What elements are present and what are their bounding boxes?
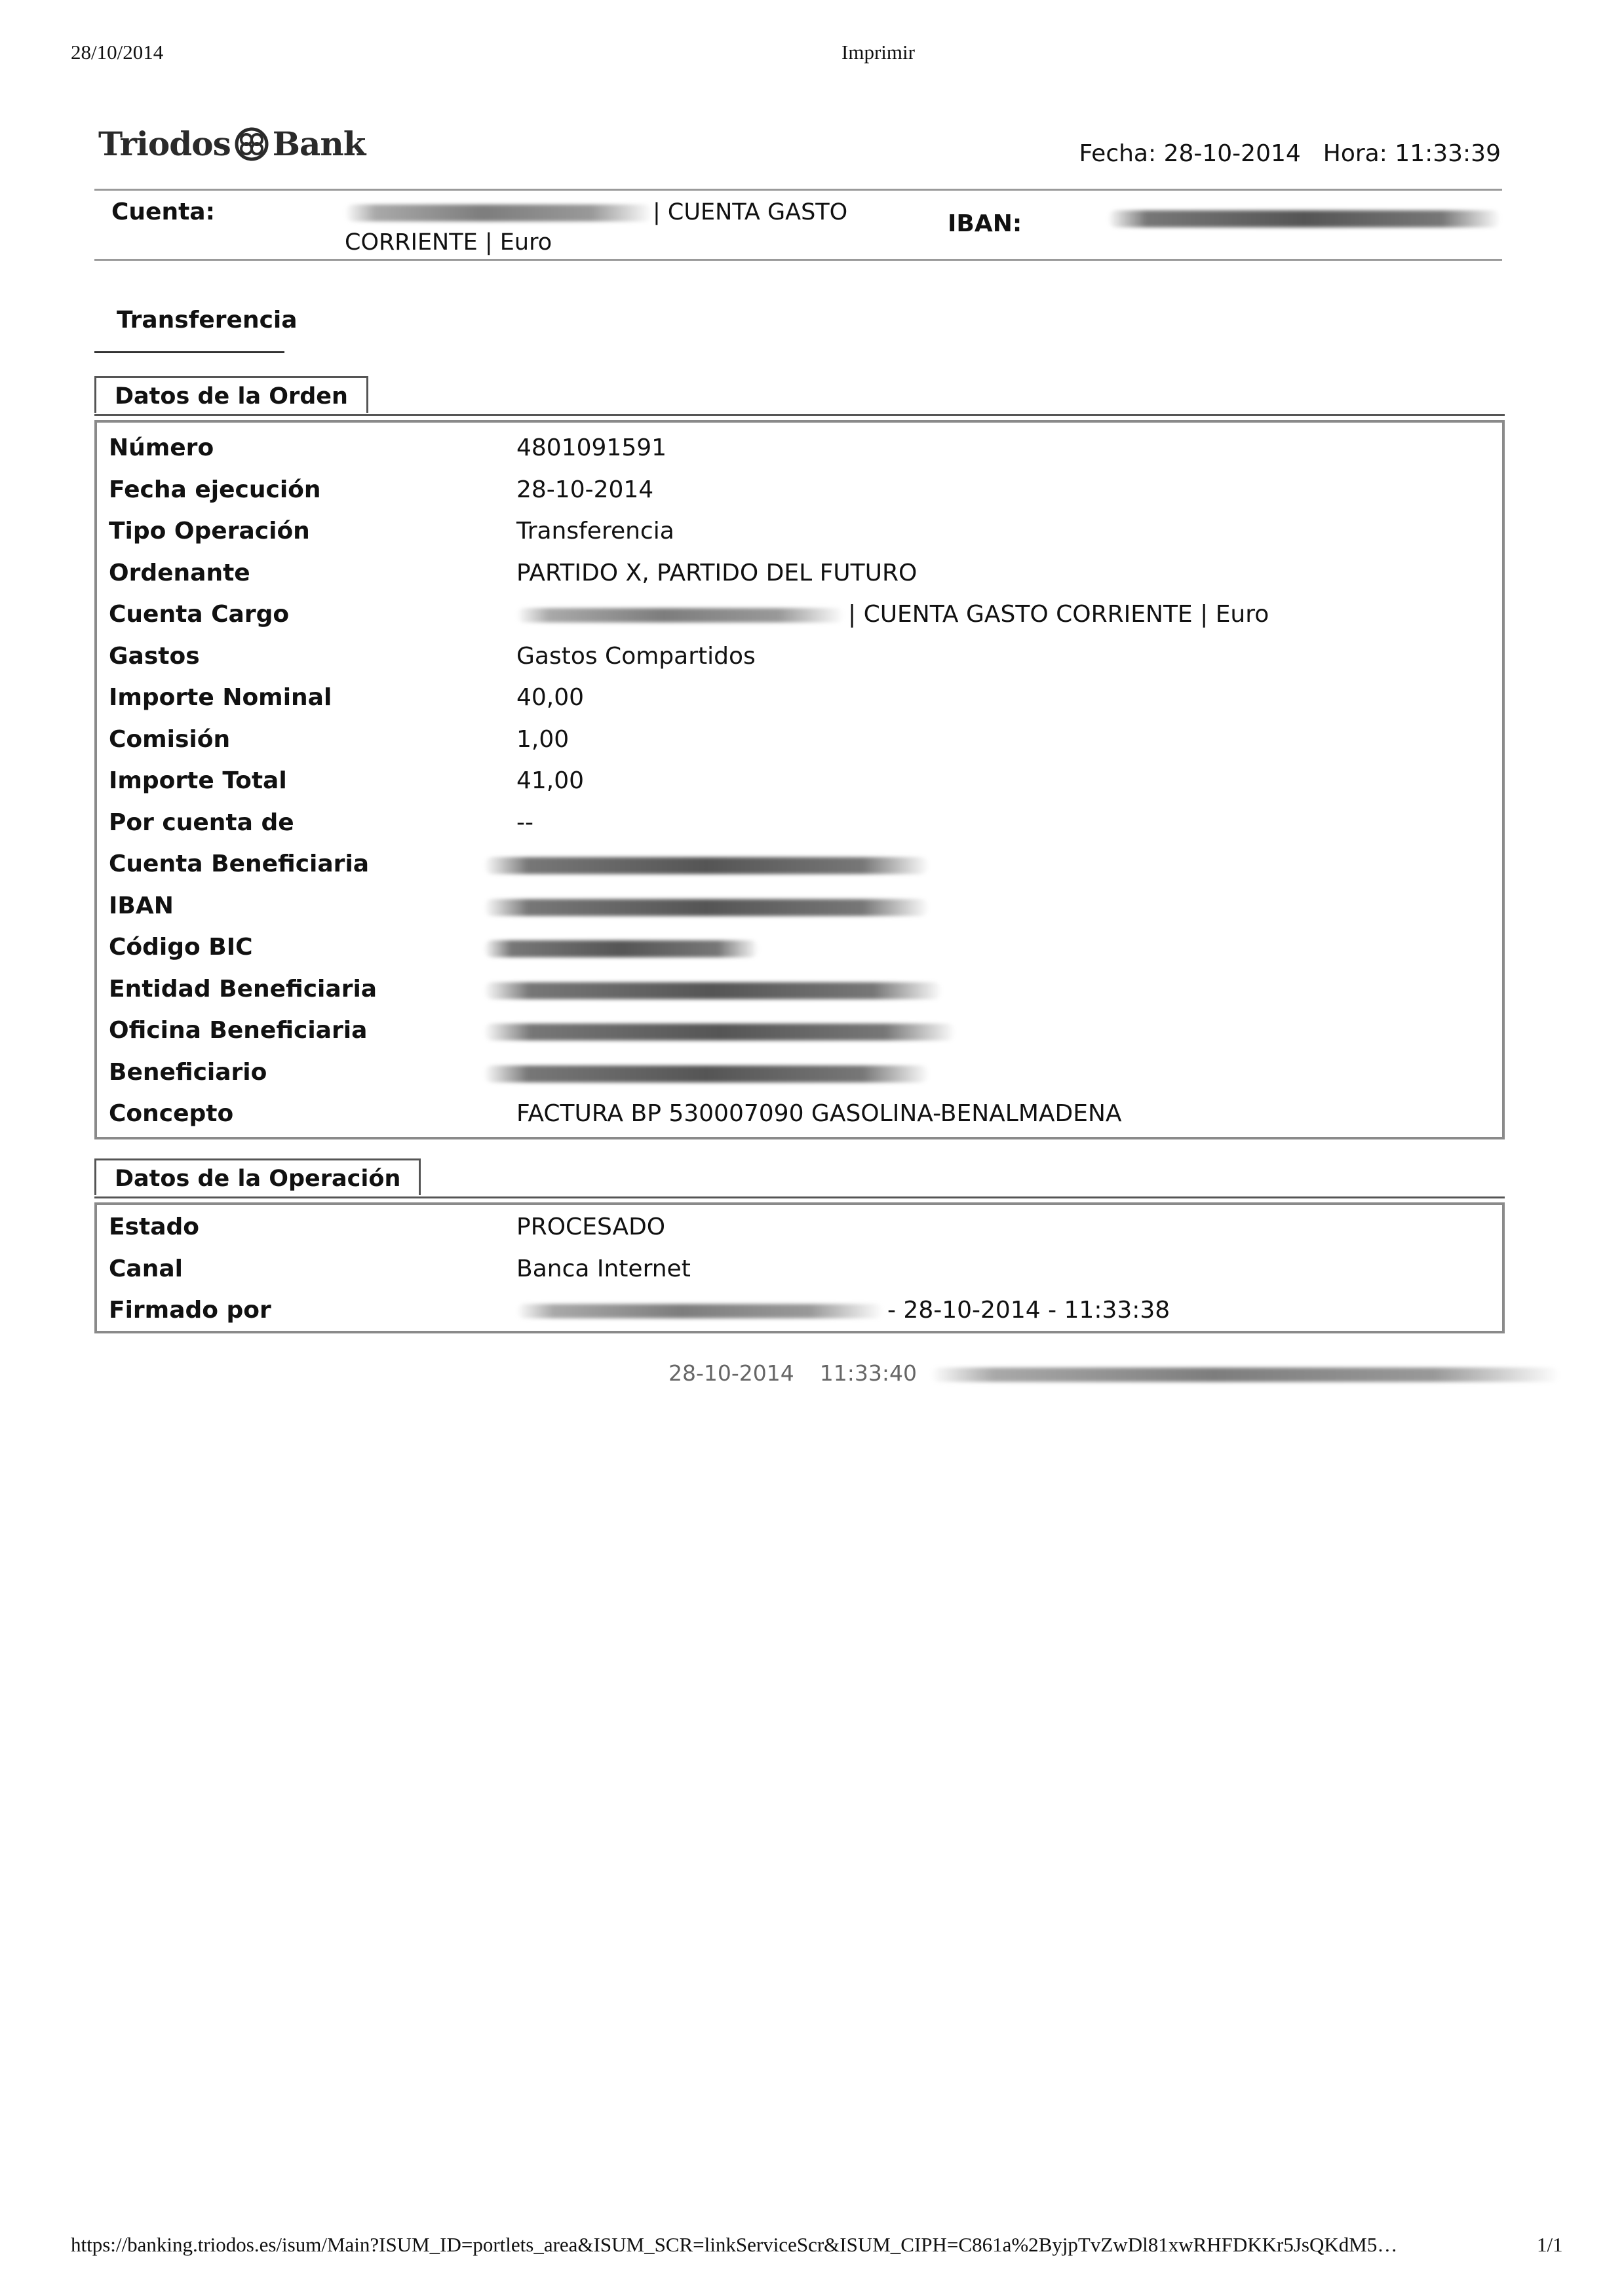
- stamp-hora: Hora: 11:33:39: [1323, 140, 1501, 167]
- redacted-inline-value: [516, 608, 844, 622]
- print-title: Imprimir: [841, 41, 915, 64]
- detail-value: [516, 767, 584, 794]
- footer-time: 11:33:40: [819, 1360, 917, 1386]
- detail-row: [97, 1052, 1502, 1094]
- detail-value-text: FACTURA BP 530007090 GASOLINA-BENALMADENA: [516, 1100, 1122, 1127]
- detail-value: [516, 684, 584, 711]
- detail-row: [97, 470, 1502, 511]
- detail-row: [97, 761, 1502, 802]
- bank-name-left: Triodos: [98, 124, 231, 163]
- detail-value: [516, 601, 1269, 628]
- redacted-value: [484, 940, 759, 957]
- detail-value: [516, 643, 756, 670]
- detail-row: [97, 511, 1502, 552]
- redacted-value: [484, 857, 929, 874]
- detail-value-text: --: [516, 809, 533, 836]
- redacted-inline-value: [516, 1304, 883, 1318]
- print-date: 28/10/2014: [71, 41, 164, 64]
- redacted-value: [484, 1065, 929, 1082]
- detail-label: Código BIC: [109, 934, 253, 961]
- detail-value: [516, 476, 653, 503]
- redacted-value: [484, 982, 942, 999]
- detail-row: [97, 1010, 1502, 1052]
- account-value: [345, 197, 869, 258]
- redacted-account-number: [345, 204, 653, 221]
- detail-row: [97, 803, 1502, 844]
- detail-value: [516, 560, 917, 586]
- detail-value: [516, 726, 569, 753]
- detail-label: Tipo Operación: [109, 518, 310, 545]
- order-section-rule: [94, 414, 1505, 416]
- account-label: Cuenta:: [111, 199, 215, 225]
- detail-row: [97, 428, 1502, 469]
- detail-row: [97, 1207, 1502, 1248]
- footer-timestamp: [668, 1360, 1560, 1386]
- detail-row: [97, 927, 1502, 968]
- detail-row: [97, 844, 1502, 885]
- detail-value: [516, 809, 533, 836]
- detail-label: Firmado por: [109, 1297, 271, 1324]
- detail-value: [516, 1214, 665, 1240]
- detail-row: [97, 1094, 1502, 1135]
- operation-details-box: [94, 1202, 1505, 1333]
- detail-value-text: PARTIDO X, PARTIDO DEL FUTURO: [516, 559, 918, 586]
- detail-label: Fecha ejecución: [109, 476, 321, 503]
- detail-value-text: 40,00: [516, 684, 585, 711]
- detail-value-text: 41,00: [516, 767, 585, 794]
- detail-label: Comisión: [109, 725, 231, 753]
- detail-value-text: Gastos Compartidos: [516, 642, 756, 670]
- triodos-emblem-icon: [235, 127, 269, 161]
- redacted-value: [484, 1024, 956, 1041]
- detail-row: [97, 719, 1502, 761]
- redacted-value: [484, 899, 929, 916]
- detail-value-text: 1,00: [516, 725, 570, 753]
- detail-value-text: 28-10-2014: [516, 476, 654, 503]
- detail-label: Oficina Beneficiaria: [109, 1017, 368, 1044]
- account-value-line2: CORRIENTE | Euro: [345, 229, 552, 256]
- bank-name-right: Bank: [272, 124, 366, 163]
- detail-label: Número: [109, 434, 214, 461]
- print-header: [0, 41, 1624, 67]
- detail-row: [97, 553, 1502, 594]
- iban-label: IBAN:: [948, 210, 1022, 237]
- redacted-footer-user: [931, 1368, 1560, 1382]
- transfer-tab-underline: [94, 351, 284, 353]
- detail-label: Concepto: [109, 1100, 234, 1127]
- document-timestamp: [1079, 140, 1501, 167]
- stamp-fecha: Fecha: 28-10-2014: [1079, 140, 1301, 167]
- detail-row: [97, 678, 1502, 719]
- detail-value-text: 4801091591: [516, 434, 667, 461]
- detail-value: [516, 434, 667, 461]
- detail-label: Canal: [109, 1255, 183, 1282]
- detail-label: Entidad Beneficiaria: [109, 975, 377, 1003]
- detail-value-text: - 28-10-2014 - 11:33:38: [887, 1297, 1170, 1324]
- detail-label: Importe Total: [109, 767, 287, 794]
- footer-date: 28-10-2014: [668, 1360, 794, 1386]
- detail-label: Por cuenta de: [109, 809, 294, 836]
- detail-label: Beneficiario: [109, 1058, 267, 1086]
- operation-section-title: Datos de la Operación: [94, 1158, 421, 1195]
- detail-row: [97, 969, 1502, 1010]
- print-url: https://banking.triodos.es/isum/Main?ISUM_ID=portlets_area&ISUM_SCR=linkServiceScr&ISUM_CIPH=C861a%2ByjpTvZwDl81xwRHFDKKr5JsQKdM5…: [71, 2233, 1398, 2256]
- detail-label: Cuenta Cargo: [109, 601, 290, 628]
- print-footer: [0, 2233, 1624, 2259]
- detail-label: Cuenta Beneficiaria: [109, 851, 370, 877]
- detail-value: [516, 518, 674, 545]
- detail-row: [97, 636, 1502, 678]
- detail-label: Importe Nominal: [109, 684, 332, 711]
- detail-row: [97, 1290, 1502, 1331]
- operation-section-rule: [94, 1196, 1505, 1198]
- detail-label: Gastos: [109, 642, 200, 670]
- bank-logo: [98, 124, 365, 163]
- detail-row: [97, 594, 1502, 636]
- detail-row: [97, 886, 1502, 927]
- print-page-number: 1/1: [1537, 2233, 1563, 2256]
- order-section-title: Datos de la Orden: [94, 376, 368, 413]
- account-bar: [94, 189, 1502, 261]
- transfer-tab-title: Transferencia: [117, 307, 298, 334]
- order-details-box: [94, 420, 1505, 1139]
- detail-value: [516, 1297, 1170, 1324]
- account-value-line1: [345, 197, 869, 227]
- detail-value: [516, 1255, 691, 1282]
- detail-label: Ordenante: [109, 559, 250, 586]
- detail-row: [97, 1249, 1502, 1290]
- detail-label: Estado: [109, 1214, 200, 1240]
- detail-value-text: Banca Internet: [516, 1255, 691, 1282]
- detail-label: IBAN: [109, 892, 174, 919]
- detail-value-text: | CUENTA GASTO CORRIENTE | Euro: [848, 601, 1269, 628]
- account-type-suffix: | CUENTA GASTO: [653, 199, 848, 225]
- redacted-iban: [1108, 210, 1501, 227]
- detail-value: [516, 1100, 1122, 1127]
- detail-value-text: PROCESADO: [516, 1214, 666, 1240]
- detail-value-text: Transferencia: [516, 518, 674, 545]
